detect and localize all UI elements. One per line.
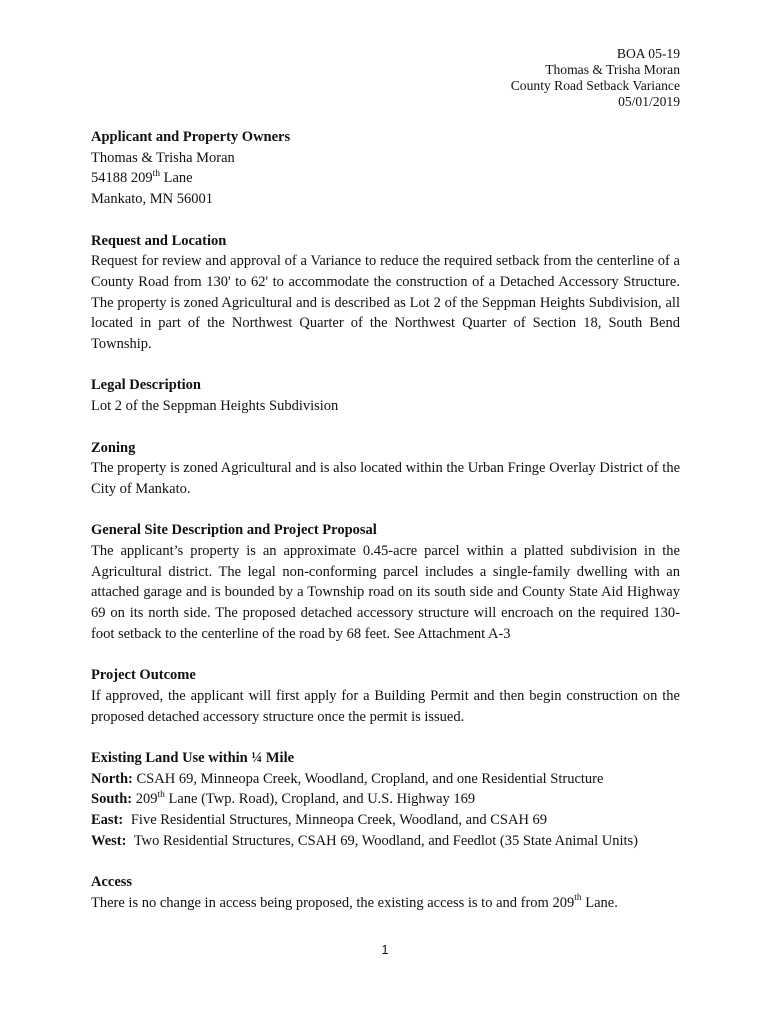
street-ordinal: th [152, 168, 161, 179]
document-header [511, 46, 680, 110]
legal-section [91, 375, 680, 416]
access-section [91, 872, 680, 913]
applicant-heading: Applicant and Property Owners [91, 129, 291, 145]
legal-text: Lot 2 of the Seppman Heights Subdivision [91, 398, 339, 415]
applicant-street [91, 168, 680, 189]
access-ordinal: th [574, 893, 582, 904]
west-label: West: [91, 832, 127, 849]
site-text: The applicant’s property is an approximate 0.45-acre parcel within a platted subdivision in the Agricultural district. The legal non-conforming parcel includes a single-family dwelling with an attached garage and is bounded by a Township road on its south side and County State Aid Highway 69 on its north side. The proposed detached accessory structure will encroach on the required 130-foot setback to the centerline of the road by 68 feet. See Attachment A-3 [91, 543, 680, 642]
applicant-section [91, 127, 680, 210]
access-heading: Access [91, 874, 133, 891]
applicant-name: Thomas & Trisha Moran [91, 149, 235, 166]
land-use-east [91, 810, 680, 831]
site-heading: General Site Description and Project Proposal [91, 522, 377, 539]
land-use-west [91, 831, 680, 852]
legal-heading: Legal Description [91, 377, 201, 394]
east-label: East: [91, 812, 124, 829]
zoning-heading: Zoning [91, 439, 136, 456]
land-use-south [91, 789, 680, 810]
south-text: Lane (Twp. Road), Cropland, and U.S. Highway 169 [164, 791, 476, 808]
document-body [91, 127, 680, 914]
header-title: County Road Setback Variance [510, 78, 680, 93]
north-label: North: [91, 770, 133, 787]
south-ordinal: th [157, 789, 165, 800]
access-text [91, 893, 680, 914]
site-section [91, 520, 680, 644]
land-use-section [91, 748, 680, 852]
land-use-heading: Existing Land Use within ¼ Mile [91, 750, 295, 766]
outcome-heading: Project Outcome [91, 667, 196, 684]
south-label: South: [91, 791, 133, 808]
access-text-main: There is no change in access being proposed, the existing access is to and from 209 [91, 894, 575, 911]
east-text: Five Residential Structures, Minneopa Creek, Woodland, and CSAH 69 [130, 812, 548, 829]
west-text: Two Residential Structures, CSAH 69, Woodland, and Feedlot (35 State Animal Units) [133, 832, 639, 849]
request-section [91, 231, 680, 355]
outcome-text: If approved, the applicant will first apply for a Building Permit and then begin construction on the proposed detached accessory structure once the permit is issued. [91, 687, 680, 725]
header-applicant: Thomas & Trisha Moran [545, 62, 680, 77]
zoning-text: The property is zoned Agricultural and is also located within the Urban Fringe Overlay District of the City of Mankato. [91, 460, 680, 497]
page-number: 1 [381, 943, 389, 957]
land-use-north [91, 769, 680, 790]
zoning-section [91, 438, 680, 500]
access-text-end: Lane. [581, 894, 618, 911]
outcome-section [91, 665, 680, 727]
applicant-city: Mankato, MN 56001 [91, 191, 214, 208]
header-date: 05/01/2019 [618, 94, 680, 109]
case-number: BOA 05-19 [616, 46, 680, 61]
street-number: 54188 209 [91, 170, 153, 187]
north-text: CSAH 69, Minneopa Creek, Woodland, Cropland, and one Residential Structure [136, 770, 604, 787]
street-suffix: Lane [160, 170, 193, 187]
request-text: Request for review and approval of a Variance to reduce the required setback from the centerline of a County Road from 130' to 62' to accommodate the construction of a Detached Accessory Structure. The property is zoned Agricultural and is described as Lot 2 of the Seppman Heights Subdivision, all located in part of the Northwest Quarter of the Northwest Quarter of Section 18, South Bend Township. [91, 253, 680, 353]
request-heading: Request and Location [91, 232, 227, 249]
south-road: 209 [135, 791, 158, 808]
